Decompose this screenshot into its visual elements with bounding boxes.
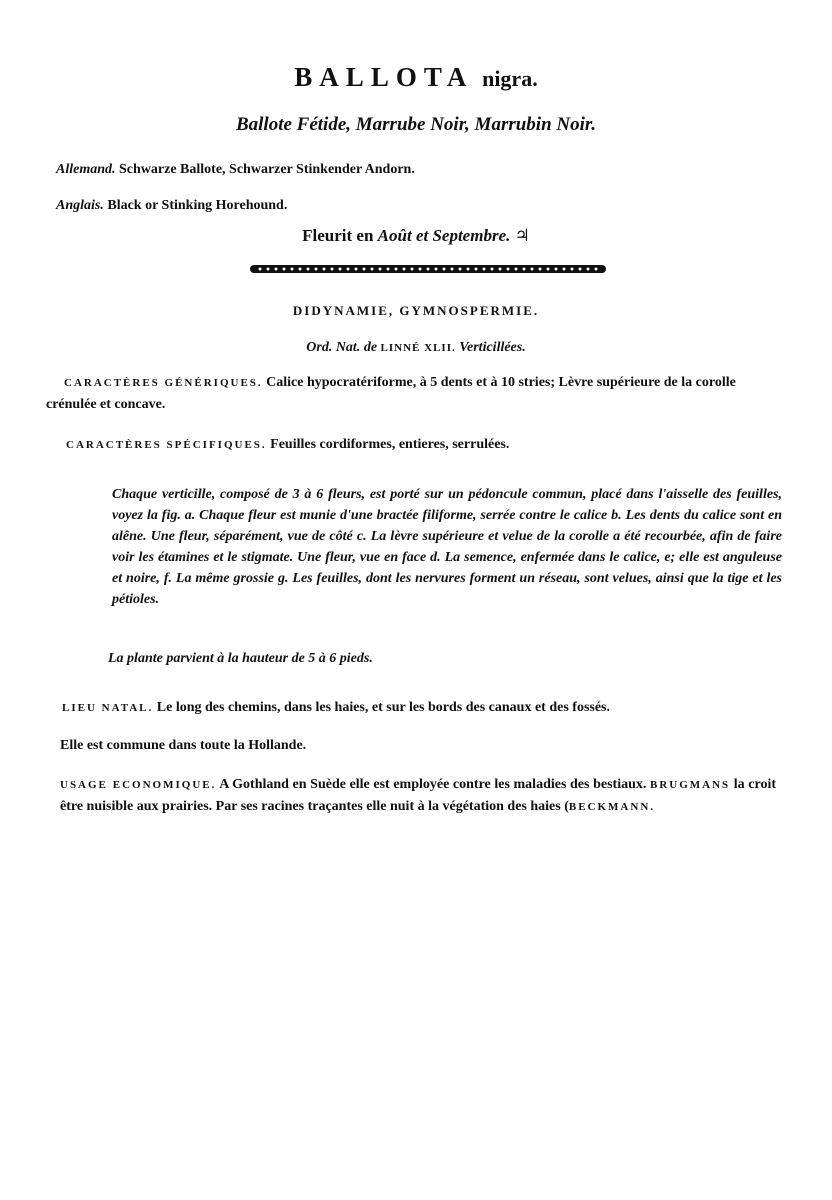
flowering-months: Août et Septembre. bbox=[377, 226, 511, 245]
perennial-symbol: ♃ bbox=[514, 226, 530, 245]
author-beckmann: BECKMANN. bbox=[568, 801, 656, 813]
habitat-note: Elle est commune dans toute la Hollande. bbox=[60, 738, 307, 753]
generic-characters bbox=[46, 372, 786, 416]
german-names: Schwarze Ballote, Schwarzer Stinkender Andorn. bbox=[119, 162, 415, 177]
english-names: Black or Stinking Horehound. bbox=[107, 198, 288, 213]
generic-text: Calice hypocratériforme, à 5 dents et à 10 stries; Lèvre supérieure de la corolle crénulée et concave. bbox=[46, 375, 736, 412]
plant-description: Chaque verticille, composé de 3 à 6 fleurs, est porté sur un pédoncule commun, placé dans l'aisselle des feuilles, voyez la fig. a. Chaque fleur est munie d'une bractée filiforme, serrée contre le calice b. Les dents du calice sont en alêne. Une fleur, séparément, vue de côté c. La lèvre supérieure et velue de la corolle a été recourbée, afin de faire voir les étamines et le stigmate. Une fleur, vue en face d. La semence, enfermée dans le calice, e; elle est anguleuse et noire, f. La même grossie g. Les feuilles, dont les nervures forment un réseau, sont velues, ainsi que la tige et les pétioles. bbox=[112, 487, 782, 607]
linne-reference: LINNÉ XLII. bbox=[380, 342, 456, 354]
natural-order-prefix: Ord. Nat. de bbox=[306, 340, 378, 355]
english-names-line bbox=[56, 198, 287, 214]
german-label: Allemand. bbox=[56, 162, 116, 177]
author-brugmans: BRUGMANS bbox=[650, 779, 731, 791]
natural-order-name: Verticillées. bbox=[459, 340, 526, 355]
specific-text: Feuilles cordiformes, entieres, serrulées. bbox=[270, 437, 510, 452]
generic-label: CARACTÈRES GÉNÉRIQUES. bbox=[64, 377, 263, 389]
french-names: Ballote Fétide, Marrube Noir, Marrubin Noir. bbox=[235, 114, 596, 135]
specific-label: CARACTÈRES SPÉCIFIQUES. bbox=[66, 439, 267, 451]
natural-order-line bbox=[0, 340, 832, 356]
german-names-line bbox=[56, 162, 415, 178]
flowering-line bbox=[0, 226, 832, 246]
habitat-text: Le long des chemins, dans les haies, et sur les bords des canaux et des fossés. bbox=[156, 700, 611, 715]
genus-name: BALLOTA bbox=[294, 62, 474, 92]
economic-label: USAGE ECONOMIQUE. bbox=[60, 779, 217, 791]
species-name: nigra. bbox=[482, 66, 538, 91]
economic-use bbox=[60, 774, 776, 818]
plant-height: La plante parvient à la hauteur de 5 à 6 pieds. bbox=[108, 651, 373, 666]
english-label: Anglais. bbox=[56, 198, 104, 213]
habitat-line bbox=[62, 697, 610, 719]
habitat-label: LIEU NATAL. bbox=[62, 702, 154, 714]
flowering-prefix: Fleurit en bbox=[302, 226, 374, 245]
divider-dots bbox=[256, 267, 600, 271]
ornamental-divider bbox=[250, 265, 606, 273]
plant-title bbox=[0, 62, 832, 93]
linnaean-class: DIDYNAMIE, GYMNOSPERMIE. bbox=[292, 303, 540, 318]
specific-characters bbox=[66, 434, 786, 456]
economic-text: A Gothland en Suède elle est employée contre les maladies des bestiaux. bbox=[219, 777, 647, 792]
economic-text-2: la croit être nuisible aux prairies. Par ses racines traçantes elle nuit à la végétation des haies ( bbox=[60, 777, 777, 814]
